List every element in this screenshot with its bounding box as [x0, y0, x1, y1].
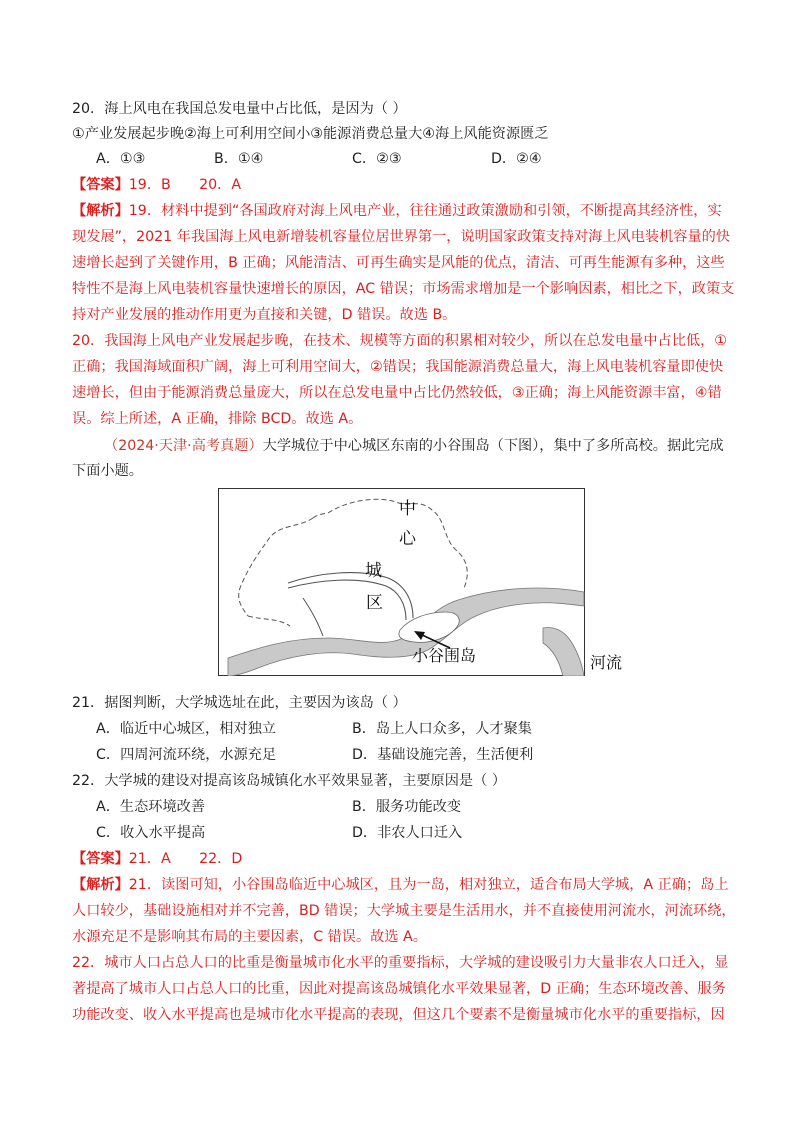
analysis-19-line-1 [72, 201, 722, 221]
intro-text: 大学城位于中心城区东南的小谷围岛（下图），集中了多所高校。据此完成 [262, 438, 724, 454]
analysis-label-2: 【解析】 [72, 877, 129, 893]
answer-text: 19．B 20．A [128, 177, 242, 193]
intro-line-1 [104, 436, 724, 456]
q20-option-a: A．①③ [96, 151, 146, 167]
analysis-19-line-3: 速增长起到了关键作用，B 正确；风能清洁、可再生确实是风能的优点，清洁、可再生能源有多种，这些 [72, 255, 725, 271]
analysis-21-line-2: 人口较少，基础设施相对并不完善，BD 错误；大学城主要是生活用水，并不直接使用河流水，河流环绕， [72, 903, 736, 919]
analysis-text: 19．材料中提到“各国政府对海上风电产业，往往通过政策激励和引领，不断提高其经济性，实 [128, 203, 722, 219]
source-tag: （2024·天津·高考真题） [104, 438, 263, 454]
map-label-qu: 区 [366, 593, 383, 613]
island-map [218, 488, 585, 676]
q22-option-a: A．生态环境改善 [96, 799, 206, 815]
answer-19-20 [72, 175, 241, 195]
analysis-19-line-5: 持对产业发展的推动作用更为直接和关键，D 错误。故选 B。 [72, 307, 457, 323]
analysis-22-line-1: 22．城市人口占总人口的比重是衡量城市化水平的重要指标，大学城的建设吸引力大量非农人口迁入，显 [72, 955, 729, 971]
analysis-19-line-2: 现发展”，2021 年我国海上风电新增装机容量位居世界第一，说明国家政策支持对海上风电装机容量的快 [72, 229, 731, 245]
answer-label: 【答案】 [72, 177, 129, 193]
intro-line-2: 下面小题。 [72, 463, 143, 479]
q20-option-d: D．②④ [491, 151, 542, 167]
q20-stem: 20．海上风电在我国总发电量中占比低，是因为（ ） [72, 101, 407, 117]
q21-option-c: C．四周河流环绕，水源充足 [96, 747, 277, 763]
map-label-zhong: 中 [399, 499, 416, 519]
q22-stem: 22．大学城的建设对提高该岛城镇化水平效果显著，主要原因是（ ） [72, 773, 507, 789]
answer-label-2: 【答案】 [72, 851, 129, 867]
q20-option-c: C．②③ [352, 151, 402, 167]
q21-option-d: D．基础设施完善，生活便利 [352, 747, 534, 763]
answer-text-2: 21．A 22．D [128, 851, 243, 867]
q20-items: ①产业发展起步晚②海上可利用空间小③能源消费总量大④海上风能资源匮乏 [72, 126, 549, 142]
q22-option-b: B．服务功能改变 [352, 799, 462, 815]
analysis-text-2: 21．读图可知，小谷围岛临近中心城区，且为一岛，相对独立，适合布局大学城，A 正确；岛上 [128, 877, 729, 893]
analysis-21-line-1 [72, 875, 729, 895]
q22-option-d: D．非农人口迁入 [352, 825, 463, 841]
map-label-xin: 心 [399, 529, 416, 549]
analysis-label: 【解析】 [72, 203, 129, 219]
q22-option-c: C．收入水平提高 [96, 825, 206, 841]
analysis-22-line-2: 著提高了城市人口占总人口的比重，因此对提高该岛城镇化水平效果显著，D 正确；生态环境改善、服务 [72, 981, 726, 997]
analysis-20-line-4: 误。综上所述，A 正确，排除 BCD。故选 A。 [72, 411, 363, 427]
q21-option-a: A．临近中心城区，相对独立 [96, 721, 276, 737]
analysis-19-line-4: 特性不是海上风电装机容量快速增长的原因，AC 错误；市场需求增加是一个影响因素，相比之下，政策支 [72, 281, 735, 297]
map-label-cheng: 城 [365, 561, 382, 581]
analysis-20-line-2: 正确；我国海域面积广阔，海上可利用空间大，②错误；我国能源消费总量大，海上风电装机容量即使快 [72, 359, 724, 375]
analysis-22-line-3: 功能改变、收入水平提高也是城市化水平提高的表现，但这几个要素不是衡量城市化水平的重要指标，因 [72, 1007, 725, 1023]
map-label-river: 河流 [590, 653, 623, 672]
analysis-20-line-1: 20．我国海上风电产业发展起步晚，在技术、规模等方面的积累相对较少，所以在总发电量中占比低，① [72, 333, 728, 349]
map-label-island: 小谷围岛 [412, 646, 477, 665]
analysis-20-line-3: 速增长，但由于能源消费总量庞大，所以在总发电量中占比仍然较低，③正确；海上风能资源丰富，④错 [72, 385, 722, 401]
q21-stem: 21．据图判断，大学城选址在此，主要因为该岛（ ） [72, 695, 407, 711]
q21-option-b: B．岛上人口众多，人才聚集 [352, 721, 532, 737]
q20-option-b: B．①④ [214, 151, 264, 167]
answer-21-22 [72, 849, 242, 869]
analysis-21-line-3: 水源充足不是影响其布局的主要因素，C 错误。故选 A。 [72, 929, 427, 945]
